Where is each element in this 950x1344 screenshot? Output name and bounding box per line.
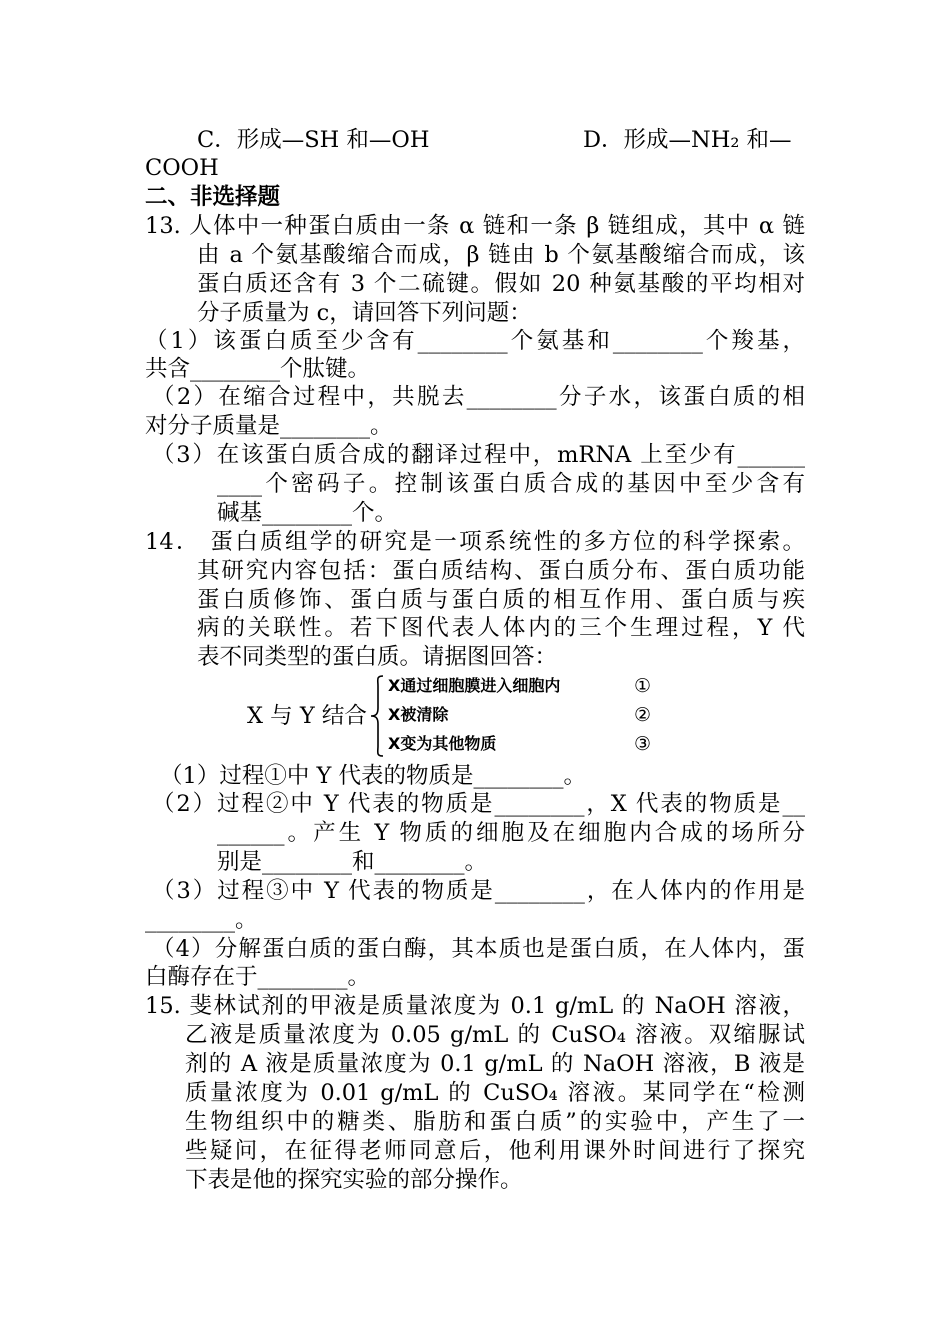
q14-sub3-cont: ________。 <box>145 907 258 933</box>
q15-line-6: 些疑问，在征得老师同意后，他利用课外时间进行了探究 <box>185 1138 805 1164</box>
q13-sub3-cont: ____个密码子。控制该蛋白质合成的基因中至少含有 <box>217 471 805 497</box>
q13-sub1-cont: 共含________个肽键。 <box>145 356 371 382</box>
branch-3-label: X变为其他物质 <box>388 734 497 753</box>
branch-2-label: X被清除 <box>388 705 449 724</box>
q13-line-4: 分子质量为 c，请回答下列问题： <box>197 300 532 326</box>
q14-line-1: 14． 蛋白质组学的研究是一项系统性的多方位的科学探索。 <box>145 529 805 555</box>
branch-1-mark: ① <box>634 675 652 697</box>
q14-line-3: 蛋白质修饰、蛋白质与蛋白质的相互作用、蛋白质与疾 <box>197 587 805 613</box>
branch-3-mark: ③ <box>634 733 652 755</box>
q13-line-2: 由 a 个氨基酸缩合而成，β 链由 b 个氨基酸缩合而成，该 <box>197 242 805 268</box>
q13-sub3-cont2: 碱基________个。 <box>217 500 398 526</box>
q13-line-1: 13. 人体中一种蛋白质由一条 α 链和一条 β 链组成，其中 α 链 <box>145 213 805 239</box>
branch-1-label: X通过细胞膜进入细胞内 <box>388 676 561 695</box>
q13-sub1: （1）该蛋白质至少含有________个氨基和________个羧基， <box>145 328 805 354</box>
option-d-cont: COOH <box>145 155 219 181</box>
q14-line-5: 表不同类型的蛋白质。请据图回答： <box>197 644 558 670</box>
q14-sub2-cont: ______。产生 Y 物质的细胞及在细胞内合成的场所分 <box>217 820 805 846</box>
q14-sub2: （2）过程②中 Y 代表的物质是________，X 代表的物质是__ <box>152 791 805 817</box>
q14-sub4: （4）分解蛋白质的蛋白酶，其本质也是蛋白质，在人体内，蛋 <box>152 936 805 962</box>
q14-sub1: （1）过程①中 Y 代表的物质是________。 <box>160 763 586 789</box>
q15-line-1: 15. 斐林试剂的甲液是质量浓度为 0.1 g/mL 的 NaOH 溶液， <box>145 993 805 1019</box>
q15-line-3: 剂的 A 液是质量浓度为 0.1 g/mL 的 NaOH 溶液，B 液是 <box>185 1051 805 1077</box>
q14-sub4-cont: 白酶存在于________。 <box>145 964 371 990</box>
q13-line-3: 蛋白质还含有 3 个二硫键。假如 20 种氨基酸的平均相对 <box>197 271 805 297</box>
q14-sub2-cont2: 别是________和________。 <box>217 849 488 875</box>
brace-icon <box>369 674 385 758</box>
q14-line-2: 其研究内容包括：蛋白质结构、蛋白质分布、蛋白质功能 <box>197 558 805 584</box>
branch-2-mark: ② <box>634 704 652 726</box>
section-heading: 二、非选择题 <box>145 184 281 210</box>
q14-sub3: （3）过程③中 Y 代表的物质是________，在人体内的作用是 <box>152 878 805 904</box>
q13-sub2-cont: 对分子质量是________。 <box>145 413 393 439</box>
diagram-lead: X 与 Y 结合 <box>247 703 367 729</box>
option-d: D．形成—NH₂ 和— <box>583 127 792 153</box>
q14-line-4: 病的关联性。若下图代表人体内的三个生理过程，Y 代 <box>197 615 805 641</box>
q13-sub3: （3）在该蛋白质合成的翻译过程中，mRNA 上至少有______ <box>152 442 805 468</box>
q15-line-2: 乙液是质量浓度为 0.05 g/mL 的 CuSO₄ 溶液。双缩脲试 <box>185 1022 805 1048</box>
q15-line-5: 生物组织中的糖类、脂肪和蛋白质”的实验中，产生了一 <box>185 1109 805 1135</box>
q15-line-4: 质量浓度为 0.01 g/mL 的 CuSO₄ 溶液。某同学在“检测 <box>185 1080 805 1106</box>
q13-sub2: （2）在缩合过程中，共脱去________分子水，该蛋白质的相 <box>152 384 805 410</box>
q15-line-7: 下表是他的探究实验的部分操作。 <box>185 1167 523 1193</box>
option-c: C．形成—SH 和—OH <box>197 127 430 153</box>
